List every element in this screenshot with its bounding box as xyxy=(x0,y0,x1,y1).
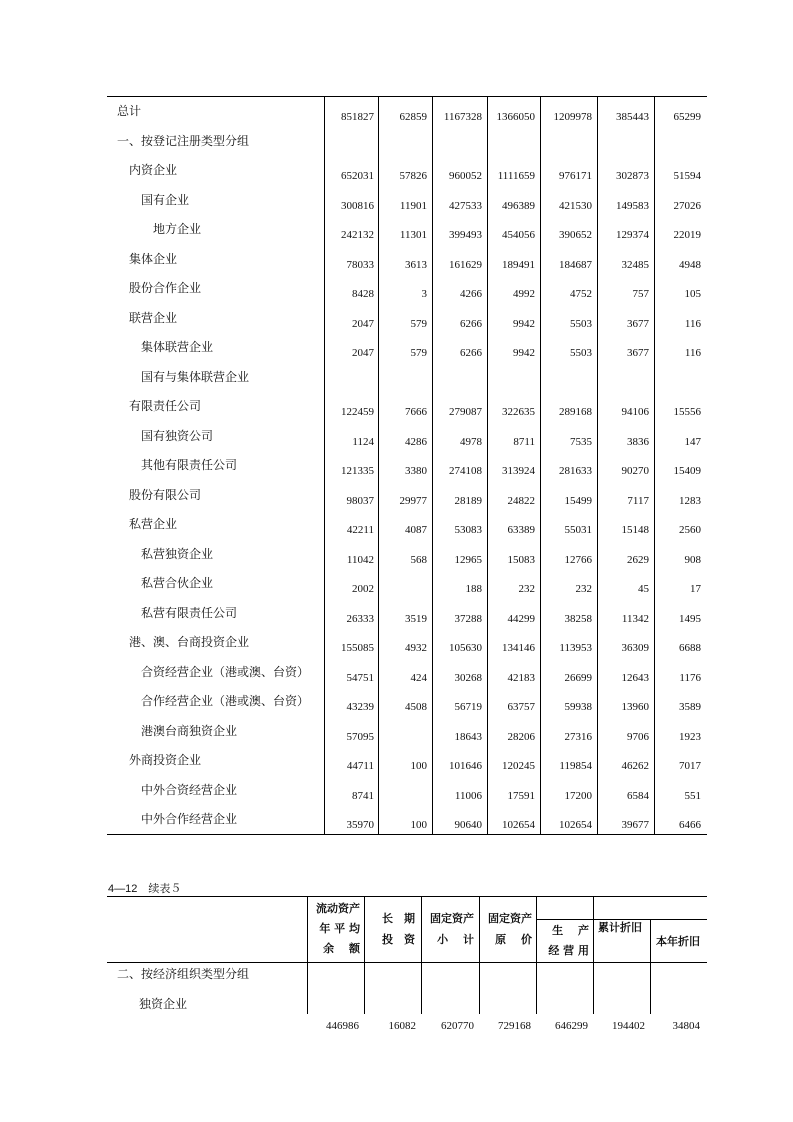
table-cell: 37288 xyxy=(454,612,482,625)
table-cell: 3677 xyxy=(627,347,649,359)
table-cell: 3836 xyxy=(627,435,649,448)
table-cell: 147 xyxy=(684,435,701,448)
table-cell: 18643 xyxy=(454,730,482,743)
table-cell: 4286 xyxy=(405,435,427,448)
table-cell: 851827 xyxy=(341,111,374,123)
row-label: 合作经营企业（港或澳、台资） xyxy=(141,694,310,708)
table-cell: 98037 xyxy=(346,494,374,507)
table-cell: 4752 xyxy=(570,288,592,300)
table-cell: 6584 xyxy=(627,789,649,802)
table-cell: 5503 xyxy=(570,317,592,330)
row-label: 私营企业 xyxy=(129,517,178,531)
table-cell: 1366050 xyxy=(496,111,535,123)
table-cell: 496389 xyxy=(502,199,535,212)
table-cell: 3519 xyxy=(405,612,427,625)
header-current-assets: 余 额 xyxy=(323,942,360,955)
table-cell: 116 xyxy=(684,317,701,330)
table-cell: 62859 xyxy=(399,111,427,123)
column-divider xyxy=(307,896,308,1014)
header-fixed-assets-subtotal: 小 计 xyxy=(437,933,474,946)
row-label: 私营有限责任公司 xyxy=(141,605,238,620)
table-cell: 59938 xyxy=(564,701,592,713)
table-cell: 620770 xyxy=(441,1020,474,1032)
header-sub-rule xyxy=(536,919,707,920)
table-cell: 17200 xyxy=(564,789,592,802)
row-label: 总计 xyxy=(117,104,142,118)
table-cell: 65299 xyxy=(673,111,701,123)
table-bottom-rule xyxy=(107,834,707,835)
table-cell: 8428 xyxy=(352,288,374,300)
table-cell: 279087 xyxy=(449,406,482,418)
table-cell: 26333 xyxy=(346,612,374,625)
column-divider xyxy=(536,896,537,1014)
header-fixed-assets-original: 原 价 xyxy=(495,933,532,946)
table-cell: 149583 xyxy=(616,199,649,212)
table-cell: 15148 xyxy=(621,524,649,536)
table-cell: 90270 xyxy=(621,465,649,477)
table-cell: 7666 xyxy=(405,406,427,418)
table-cell: 2560 xyxy=(679,524,701,536)
table-cell: 4948 xyxy=(679,258,701,271)
row-label: 中外合作经营企业 xyxy=(141,812,238,826)
table-cell: 100 xyxy=(410,819,427,831)
table-cell: 3380 xyxy=(405,465,427,477)
table-cell: 17591 xyxy=(507,789,535,802)
table-cell: 15499 xyxy=(564,494,592,507)
header-production-use: 经 营 用 xyxy=(548,944,589,957)
table-cell: 16082 xyxy=(388,1020,416,1032)
table-cell: 56719 xyxy=(454,701,482,713)
table-cell: 2047 xyxy=(352,317,374,330)
table-cell: 579 xyxy=(410,317,427,330)
table-cell: 232 xyxy=(518,583,535,595)
table-cell: 119854 xyxy=(559,760,592,772)
table-cell: 6266 xyxy=(460,317,482,330)
column-divider xyxy=(421,896,422,1014)
header-accumulated-depreciation: 累计折旧 xyxy=(598,921,642,934)
table-top-rule xyxy=(107,96,707,97)
table-cell: 24822 xyxy=(507,494,535,507)
table-cell: 427533 xyxy=(449,199,482,212)
table-cell: 1111659 xyxy=(497,170,535,182)
table-cell: 281633 xyxy=(559,465,592,477)
table-cell: 43239 xyxy=(346,701,374,713)
table-cell: 100 xyxy=(410,760,427,772)
table-cell: 454056 xyxy=(502,229,535,241)
table-cell: 120245 xyxy=(502,760,535,772)
row-label: 港澳台商独资企业 xyxy=(141,723,238,738)
table-cell: 646299 xyxy=(555,1020,588,1032)
header-long-term-investment: 长 期 xyxy=(382,912,415,925)
table-cell: 188 xyxy=(465,583,482,595)
row-label: 国有独资公司 xyxy=(141,428,214,443)
row-label: 中外合资经营企业 xyxy=(141,782,238,797)
table-cell: 8711 xyxy=(513,435,535,448)
header-annual-depreciation: 本年折旧 xyxy=(656,935,700,948)
table-caption: 4—12 续表５ xyxy=(108,883,182,895)
table-cell: 42183 xyxy=(507,671,535,684)
table-cell: 551 xyxy=(684,789,701,802)
table-cell: 6466 xyxy=(679,819,701,831)
row-label: 二、按经济组织类型分组 xyxy=(117,967,250,981)
row-label: 其他有限责任公司 xyxy=(141,458,238,472)
table-cell: 102654 xyxy=(559,819,592,831)
table-cell: 2047 xyxy=(352,347,374,359)
table-cell: 94106 xyxy=(621,406,649,418)
table-cell: 652031 xyxy=(341,170,374,182)
table-cell: 29977 xyxy=(399,494,427,507)
table-cell: 6266 xyxy=(460,347,482,359)
table-cell: 35970 xyxy=(346,819,374,831)
table-cell: 194402 xyxy=(612,1020,645,1032)
table-cell: 15083 xyxy=(507,553,535,566)
table-cell: 4508 xyxy=(405,701,427,713)
header-fixed-assets-original: 固定资产 xyxy=(488,912,532,925)
table-cell: 105 xyxy=(684,288,701,300)
row-label: 港、澳、台商投资企业 xyxy=(129,635,250,649)
table-cell: 4266 xyxy=(460,288,482,300)
table-cell: 78033 xyxy=(346,258,374,271)
table-cell: 1495 xyxy=(679,612,701,625)
table-cell: 289168 xyxy=(559,406,592,418)
table-cell: 976171 xyxy=(559,170,592,182)
table-cell: 3613 xyxy=(405,258,427,271)
table-cell: 9942 xyxy=(513,347,535,359)
table-cell: 7535 xyxy=(570,435,592,448)
table-cell: 90640 xyxy=(454,819,482,831)
row-label: 私营合伙企业 xyxy=(141,576,214,590)
header-bottom-rule xyxy=(107,962,707,963)
table-cell: 232 xyxy=(575,583,592,595)
table-cell: 242132 xyxy=(341,229,374,241)
table-cell: 274108 xyxy=(449,465,482,477)
table-cell: 27026 xyxy=(673,199,701,212)
table-cell: 424 xyxy=(410,671,427,684)
table-cell: 4992 xyxy=(513,288,535,300)
table-cell: 5503 xyxy=(570,347,592,359)
table-cell: 11901 xyxy=(399,199,427,212)
table-cell: 121335 xyxy=(341,465,374,477)
table-cell: 36309 xyxy=(621,642,649,654)
table-cell: 155085 xyxy=(341,642,374,654)
table-cell: 1167328 xyxy=(443,111,482,123)
column-divider xyxy=(650,919,651,1014)
table-cell: 57095 xyxy=(346,730,374,743)
row-label: 集体企业 xyxy=(129,251,178,266)
header-current-assets: 年 平 均 xyxy=(319,922,360,935)
table-cell: 302873 xyxy=(616,170,649,182)
row-label: 内资企业 xyxy=(129,163,178,177)
table-cell: 4087 xyxy=(405,524,427,536)
row-label: 股份有限公司 xyxy=(129,487,202,502)
row-label: 独资企业 xyxy=(139,997,188,1011)
table-cell: 101646 xyxy=(449,760,482,772)
table-cell: 30268 xyxy=(454,671,482,684)
row-label: 联营企业 xyxy=(129,310,178,325)
table-cell: 13960 xyxy=(621,701,649,713)
table-cell: 46262 xyxy=(621,760,649,772)
table-top-rule xyxy=(107,896,707,897)
table-cell: 421530 xyxy=(559,199,592,212)
table-cell: 63757 xyxy=(507,701,535,713)
table-cell: 11301 xyxy=(399,229,427,241)
table-cell: 134146 xyxy=(502,642,535,654)
table-cell: 39677 xyxy=(621,819,649,831)
table-cell: 54751 xyxy=(346,671,374,684)
table-cell: 189491 xyxy=(502,258,535,271)
table-cell: 42211 xyxy=(346,524,374,536)
table-cell: 729168 xyxy=(498,1020,531,1032)
table-cell: 102654 xyxy=(502,819,535,831)
table-cell: 34804 xyxy=(672,1020,700,1032)
table-cell: 51594 xyxy=(673,170,701,182)
row-label: 地方企业 xyxy=(153,222,202,236)
table-cell: 6688 xyxy=(679,642,701,654)
header-current-assets: 流动资产 xyxy=(316,902,360,915)
table-cell: 129374 xyxy=(616,229,649,241)
table-cell: 1923 xyxy=(679,730,701,743)
table-cell: 1124 xyxy=(352,435,374,448)
table-cell: 38258 xyxy=(564,612,592,625)
table-cell: 4978 xyxy=(460,435,482,448)
table-cell: 1176 xyxy=(679,671,701,684)
table-cell: 960052 xyxy=(449,170,482,182)
row-label: 有限责任公司 xyxy=(129,399,202,413)
table-cell: 44299 xyxy=(507,612,535,625)
table-cell: 1209978 xyxy=(553,111,592,123)
table-cell: 161629 xyxy=(449,258,482,271)
table-cell: 44711 xyxy=(346,760,374,772)
row-label: 一、按登记注册类型分组 xyxy=(117,133,250,148)
table-cell: 313924 xyxy=(502,465,535,477)
table-cell: 9706 xyxy=(627,730,649,743)
row-label: 合资经营企业（港或澳、台资） xyxy=(141,664,310,679)
table-cell: 32485 xyxy=(621,258,649,271)
table-cell: 385443 xyxy=(616,111,649,123)
table-cell: 28189 xyxy=(454,494,482,507)
table-cell: 57826 xyxy=(399,170,427,182)
table-cell: 22019 xyxy=(673,229,701,241)
table-cell: 757 xyxy=(632,288,649,300)
table-cell: 15556 xyxy=(673,406,701,418)
table-cell: 2002 xyxy=(352,583,374,595)
table-cell: 9942 xyxy=(513,317,535,330)
table-cell: 184687 xyxy=(559,258,592,271)
table-cell: 26699 xyxy=(564,671,592,684)
table-cell: 11342 xyxy=(621,612,649,625)
row-label: 国有与集体联营企业 xyxy=(141,369,250,384)
table-cell: 579 xyxy=(410,347,427,359)
row-label: 国有企业 xyxy=(141,192,190,207)
table-cell: 446986 xyxy=(326,1020,359,1032)
table-cell: 4932 xyxy=(405,642,427,654)
table-cell: 1283 xyxy=(679,494,701,507)
table-cell: 28206 xyxy=(507,730,535,743)
table-cell: 908 xyxy=(684,553,701,566)
table-cell: 11006 xyxy=(454,789,482,802)
table-cell: 45 xyxy=(638,583,649,595)
column-divider xyxy=(479,896,480,1014)
table-cell: 12965 xyxy=(454,553,482,566)
table-cell: 15409 xyxy=(673,465,701,477)
table-cell: 3677 xyxy=(627,317,649,330)
table-cell: 322635 xyxy=(502,406,535,418)
table-cell: 105630 xyxy=(449,642,482,654)
header-fixed-assets-subtotal: 固定资产 xyxy=(430,912,474,925)
header-production-use: 生 产 xyxy=(552,924,589,937)
table-cell: 3589 xyxy=(679,701,701,713)
table-cell: 113953 xyxy=(559,642,592,654)
table-cell: 11042 xyxy=(346,553,374,566)
row-label: 集体联营企业 xyxy=(141,340,214,354)
table-cell: 12643 xyxy=(621,671,649,684)
column-divider xyxy=(364,896,365,1014)
table-cell: 568 xyxy=(410,553,427,566)
header-long-term-investment: 投 资 xyxy=(382,933,415,946)
table-cell: 3 xyxy=(421,288,427,300)
table-cell: 390652 xyxy=(559,229,592,241)
table-cell: 7017 xyxy=(679,760,701,772)
table-cell: 300816 xyxy=(341,199,374,212)
table-cell: 122459 xyxy=(341,406,374,418)
table-cell: 2629 xyxy=(627,553,649,566)
table-cell: 17 xyxy=(690,583,701,595)
table-cell: 7117 xyxy=(627,494,649,507)
table-cell: 399493 xyxy=(449,229,482,241)
row-label: 外商投资企业 xyxy=(129,753,202,767)
table-cell: 53083 xyxy=(454,524,482,536)
table-cell: 63389 xyxy=(507,524,535,536)
table-cell: 8741 xyxy=(352,789,374,802)
row-label: 股份合作企业 xyxy=(129,281,202,295)
table-cell: 12766 xyxy=(564,553,592,566)
table-cell: 55031 xyxy=(564,524,592,536)
column-divider xyxy=(593,896,594,1014)
table-cell: 27316 xyxy=(564,730,592,743)
table-cell: 116 xyxy=(684,347,701,359)
row-label: 私营独资企业 xyxy=(141,546,214,561)
